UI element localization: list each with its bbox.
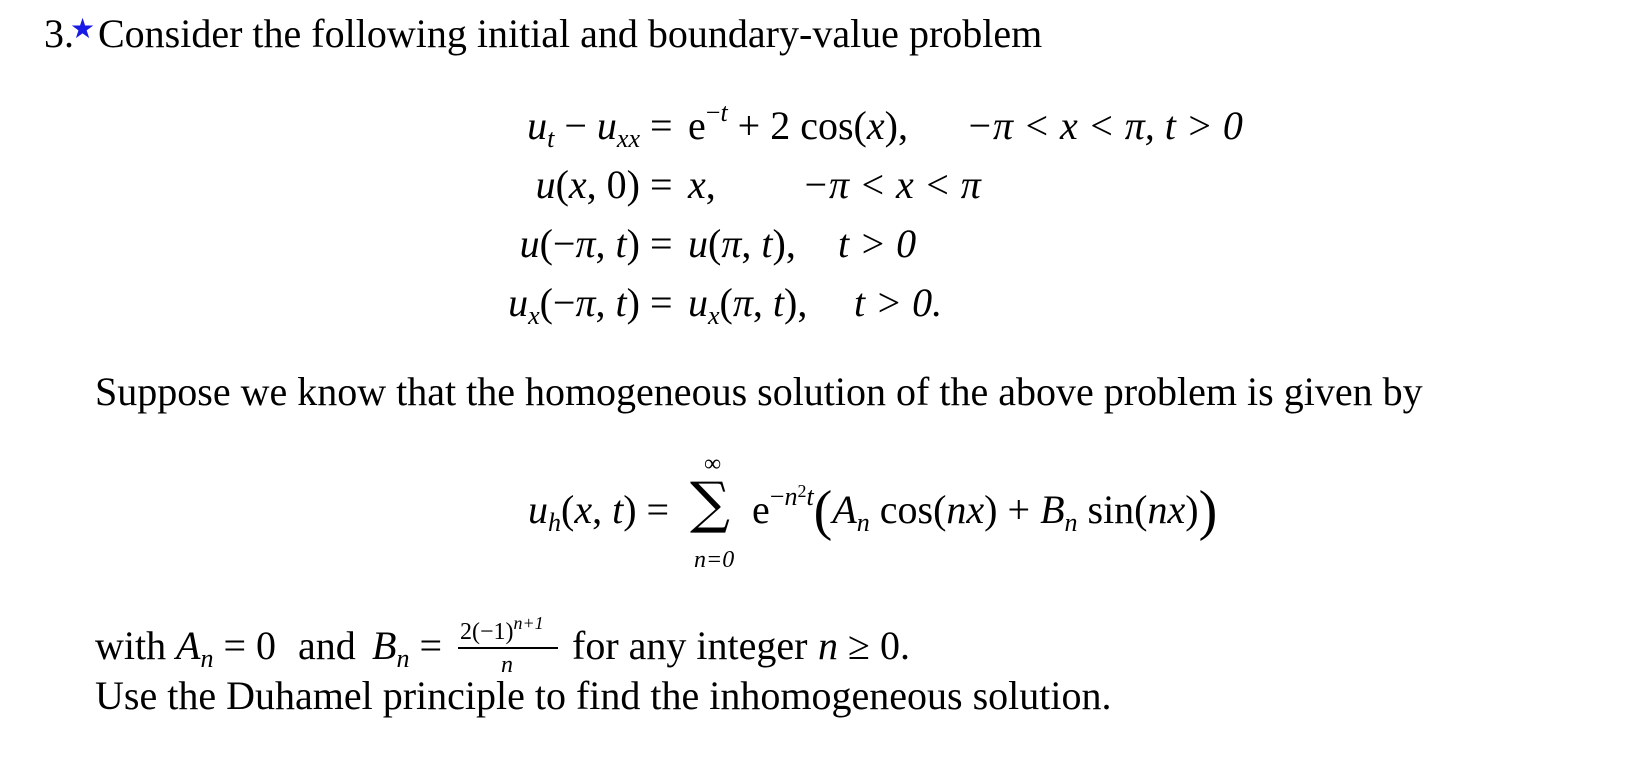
derivative-condition-lhs: $u_x(-\pi$, t) (508, 280, 640, 330)
numerator-base: 2(−1) (460, 619, 514, 645)
star-icon: ★ (70, 14, 96, 45)
sigma-icon: ∑ (690, 471, 730, 536)
boundary-condition-domain: t > 0 (838, 221, 917, 266)
series-term: $e^{-n^2t}(A_n$ $\cos(nx) + B_n$ sin(nx)) (752, 480, 1218, 542)
n-condition: n ≥ 0. (818, 623, 910, 668)
problem-number: 3. (44, 11, 74, 56)
instruction-text: Use the Duhamel principle to find the inhomogeneous solution. (95, 673, 1112, 718)
derivative-condition-rhs: $u_x(\pi$, t), (688, 280, 808, 330)
with-text: with (95, 623, 167, 668)
equals-sign: = (650, 221, 673, 266)
b-n-expression: $B_n$ = (372, 623, 442, 673)
initial-condition-lhs: u(x, 0) (535, 162, 640, 207)
pde-rhs: $e^{-t} + 2$ cos(x), (688, 98, 908, 148)
initial-condition-rhs: x, (688, 162, 716, 207)
equals-sign: = (650, 162, 673, 207)
boundary-condition-rhs: u(π, t), (688, 221, 796, 266)
fraction-denominator: n (501, 652, 513, 678)
numerator-exponent: n+1 (513, 613, 544, 633)
pde-condition: −π < x < π, t > 0 (966, 103, 1243, 148)
derivative-condition-domain: t > 0. (854, 280, 943, 325)
pde-lhs: $u_t - u_{xx}$ (527, 103, 640, 153)
a-n-expression: $A_n = 0$ (176, 623, 276, 673)
boundary-condition-lhs: u(−π, t) (519, 221, 640, 266)
equals-sign: = (650, 103, 673, 148)
sum-upper-limit: ∞ (704, 451, 722, 477)
fraction-bar (458, 647, 558, 649)
and-text: and (298, 623, 356, 668)
problem-intro: Consider the following initial and boundary-value problem (98, 11, 1043, 56)
for-any-text: for any integer (572, 623, 808, 668)
suppose-text: Suppose we know that the homogeneous solution of the above problem is given by (95, 369, 1423, 414)
equals-sign: = (650, 280, 673, 325)
initial-condition-domain: −π < x < π (802, 162, 981, 207)
homogeneous-lhs: $u_h(x$, t) = (528, 487, 670, 537)
fraction-numerator (460, 613, 544, 645)
sum-lower-limit: n=0 (694, 547, 735, 573)
